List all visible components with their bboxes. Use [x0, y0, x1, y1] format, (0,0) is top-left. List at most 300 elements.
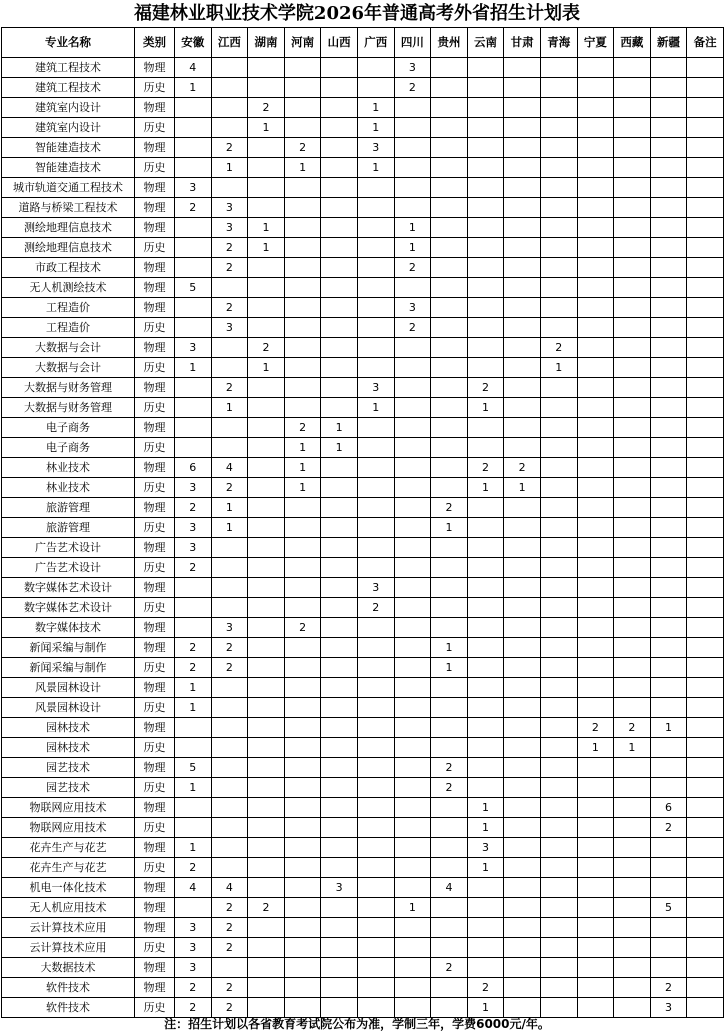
quota-cell	[431, 718, 468, 738]
quota-cell	[577, 878, 614, 898]
quota-cell: 1	[211, 398, 248, 418]
quota-cell	[175, 318, 212, 338]
quota-cell	[467, 898, 504, 918]
major-name-cell: 无人机测绘技术	[2, 278, 135, 298]
quota-cell	[284, 398, 321, 418]
category-cell: 物理	[135, 618, 175, 638]
quota-cell	[540, 898, 577, 918]
major-name-cell: 新闻采编与制作	[2, 658, 135, 678]
quota-cell	[357, 478, 394, 498]
quota-cell	[431, 898, 468, 918]
major-name-cell: 电子商务	[2, 418, 135, 438]
major-name-cell: 花卉生产与花艺	[2, 838, 135, 858]
quota-cell	[467, 698, 504, 718]
table-row	[2, 178, 724, 198]
quota-cell	[540, 458, 577, 478]
quota-cell	[357, 698, 394, 718]
quota-cell	[577, 658, 614, 678]
quota-cell	[467, 178, 504, 198]
quota-cell	[577, 758, 614, 778]
remark-cell	[687, 198, 724, 218]
quota-cell	[577, 218, 614, 238]
category-cell: 物理	[135, 418, 175, 438]
quota-cell	[248, 438, 285, 458]
enrollment-plan-table	[1, 27, 724, 1018]
quota-cell	[394, 878, 431, 898]
quota-cell	[248, 458, 285, 478]
quota-cell	[175, 98, 212, 118]
quota-cell	[650, 498, 687, 518]
quota-cell	[650, 518, 687, 538]
quota-cell	[577, 118, 614, 138]
quota-cell: 2	[540, 338, 577, 358]
category-cell: 物理	[135, 138, 175, 158]
table-row	[2, 918, 724, 938]
table-row	[2, 98, 724, 118]
remark-cell	[687, 318, 724, 338]
remark-cell	[687, 618, 724, 638]
quota-cell	[504, 958, 541, 978]
quota-cell	[357, 58, 394, 78]
quota-cell: 2	[211, 898, 248, 918]
quota-cell	[321, 298, 358, 318]
remark-cell	[687, 518, 724, 538]
quota-cell	[540, 258, 577, 278]
major-name-cell: 智能建造技术	[2, 138, 135, 158]
quota-cell	[467, 758, 504, 778]
quota-cell	[650, 458, 687, 478]
major-name-cell: 建筑室内设计	[2, 98, 135, 118]
quota-cell: 3	[175, 538, 212, 558]
footnote: 注：招生计划以各省教育考试院公布为准，学制三年，学费6000元/年。	[164, 1017, 550, 1031]
quota-cell: 2	[284, 138, 321, 158]
quota-cell	[467, 938, 504, 958]
quota-cell	[540, 958, 577, 978]
quota-cell: 2	[357, 598, 394, 618]
quota-cell	[650, 338, 687, 358]
quota-cell	[284, 378, 321, 398]
column-header-province: 宁夏	[577, 28, 614, 58]
quota-cell	[540, 558, 577, 578]
quota-cell	[357, 838, 394, 858]
quota-cell	[504, 358, 541, 378]
quota-cell	[504, 498, 541, 518]
remark-cell	[687, 678, 724, 698]
quota-cell: 4	[211, 878, 248, 898]
quota-cell	[394, 338, 431, 358]
quota-cell	[211, 838, 248, 858]
major-name-cell: 机电一体化技术	[2, 878, 135, 898]
quota-cell	[614, 978, 651, 998]
quota-cell: 3	[175, 518, 212, 538]
quota-cell	[540, 498, 577, 518]
quota-cell	[577, 138, 614, 158]
quota-cell: 1	[394, 898, 431, 918]
quota-cell	[431, 278, 468, 298]
quota-cell	[248, 798, 285, 818]
quota-cell	[357, 538, 394, 558]
quota-cell	[614, 778, 651, 798]
quota-cell	[248, 518, 285, 538]
quota-cell	[394, 918, 431, 938]
quota-cell: 2	[577, 718, 614, 738]
quota-cell	[248, 878, 285, 898]
quota-cell: 1	[211, 498, 248, 518]
quota-cell	[540, 738, 577, 758]
category-cell: 物理	[135, 578, 175, 598]
quota-cell	[614, 498, 651, 518]
quota-cell	[467, 258, 504, 278]
quota-cell	[577, 498, 614, 518]
quota-cell	[284, 78, 321, 98]
quota-cell	[175, 418, 212, 438]
category-cell: 历史	[135, 438, 175, 458]
major-name-cell: 测绘地理信息技术	[2, 218, 135, 238]
quota-cell: 1	[175, 698, 212, 718]
quota-cell	[431, 238, 468, 258]
quota-cell	[540, 818, 577, 838]
quota-cell	[614, 658, 651, 678]
quota-cell	[394, 98, 431, 118]
remark-cell	[687, 598, 724, 618]
quota-cell	[540, 98, 577, 118]
quota-cell: 2	[431, 498, 468, 518]
category-cell: 物理	[135, 718, 175, 738]
quota-cell	[650, 658, 687, 678]
quota-cell: 2	[211, 918, 248, 938]
quota-cell	[614, 438, 651, 458]
quota-cell	[394, 138, 431, 158]
quota-cell: 1	[394, 238, 431, 258]
quota-cell	[614, 518, 651, 538]
quota-cell	[394, 718, 431, 738]
quota-cell	[431, 438, 468, 458]
quota-cell	[431, 118, 468, 138]
quota-cell	[540, 878, 577, 898]
quota-cell	[540, 718, 577, 738]
table-row	[2, 958, 724, 978]
column-header-major: 专业名称	[2, 28, 135, 58]
quota-cell	[321, 698, 358, 718]
quota-cell	[284, 218, 321, 238]
quota-cell	[431, 918, 468, 938]
quota-cell: 1	[175, 78, 212, 98]
quota-cell	[504, 698, 541, 718]
quota-cell	[284, 298, 321, 318]
column-header-province: 西藏	[614, 28, 651, 58]
table-row	[2, 498, 724, 518]
quota-cell	[175, 118, 212, 138]
quota-cell	[650, 858, 687, 878]
quota-cell: 2	[175, 858, 212, 878]
quota-cell	[614, 618, 651, 638]
quota-cell	[321, 58, 358, 78]
quota-cell	[394, 578, 431, 598]
quota-cell: 3	[467, 838, 504, 858]
quota-cell	[357, 718, 394, 738]
table-row	[2, 798, 724, 818]
quota-cell: 6	[175, 458, 212, 478]
quota-cell	[248, 678, 285, 698]
quota-cell	[504, 298, 541, 318]
quota-cell: 1	[321, 438, 358, 458]
major-name-cell: 智能建造技术	[2, 158, 135, 178]
category-cell: 历史	[135, 818, 175, 838]
quota-cell	[614, 358, 651, 378]
quota-cell	[248, 258, 285, 278]
quota-cell	[321, 498, 358, 518]
quota-cell	[211, 78, 248, 98]
quota-cell: 1	[248, 358, 285, 378]
remark-cell	[687, 458, 724, 478]
quota-cell	[504, 838, 541, 858]
quota-cell	[650, 358, 687, 378]
major-name-cell: 云计算技术应用	[2, 918, 135, 938]
quota-cell	[540, 118, 577, 138]
category-cell: 历史	[135, 858, 175, 878]
quota-cell	[614, 338, 651, 358]
quota-cell	[431, 58, 468, 78]
quota-cell	[577, 938, 614, 958]
quota-cell	[467, 738, 504, 758]
quota-cell	[504, 638, 541, 658]
major-name-cell: 电子商务	[2, 438, 135, 458]
major-name-cell: 市政工程技术	[2, 258, 135, 278]
quota-cell: 2	[175, 198, 212, 218]
quota-cell: 2	[650, 818, 687, 838]
table-row	[2, 898, 724, 918]
table-row	[2, 298, 724, 318]
quota-cell	[577, 598, 614, 618]
quota-cell	[650, 478, 687, 498]
quota-cell	[467, 138, 504, 158]
quota-cell	[504, 398, 541, 418]
quota-cell	[394, 618, 431, 638]
quota-cell	[357, 318, 394, 338]
quota-cell: 2	[431, 778, 468, 798]
table-row	[2, 538, 724, 558]
quota-cell: 1	[175, 358, 212, 378]
quota-cell	[467, 198, 504, 218]
quota-cell	[394, 678, 431, 698]
quota-cell	[504, 78, 541, 98]
major-name-cell: 大数据与财务管理	[2, 398, 135, 418]
table-row	[2, 438, 724, 458]
table-row	[2, 738, 724, 758]
remark-cell	[687, 658, 724, 678]
remark-cell	[687, 698, 724, 718]
quota-cell	[248, 178, 285, 198]
major-name-cell: 软件技术	[2, 998, 135, 1018]
table-row	[2, 338, 724, 358]
quota-cell	[614, 58, 651, 78]
major-name-cell: 数字媒体艺术设计	[2, 598, 135, 618]
quota-cell	[357, 458, 394, 478]
quota-cell: 2	[175, 978, 212, 998]
quota-cell	[650, 918, 687, 938]
quota-cell: 2	[175, 498, 212, 518]
major-name-cell: 无人机应用技术	[2, 898, 135, 918]
quota-cell	[394, 938, 431, 958]
quota-cell	[504, 598, 541, 618]
quota-cell	[175, 598, 212, 618]
quota-cell	[175, 798, 212, 818]
remark-cell	[687, 758, 724, 778]
quota-cell	[467, 438, 504, 458]
quota-cell	[431, 178, 468, 198]
quota-cell	[504, 98, 541, 118]
quota-cell	[540, 398, 577, 418]
major-name-cell: 花卉生产与花艺	[2, 858, 135, 878]
table-row	[2, 238, 724, 258]
quota-cell: 3	[394, 58, 431, 78]
quota-cell	[321, 978, 358, 998]
quota-cell: 3	[357, 378, 394, 398]
quota-cell	[284, 518, 321, 538]
quota-cell	[504, 778, 541, 798]
quota-cell	[248, 498, 285, 518]
remark-cell	[687, 238, 724, 258]
quota-cell	[577, 398, 614, 418]
quota-cell	[577, 978, 614, 998]
quota-cell	[577, 558, 614, 578]
quota-cell: 2	[431, 758, 468, 778]
quota-cell	[650, 318, 687, 338]
quota-cell	[577, 898, 614, 918]
quota-cell	[614, 118, 651, 138]
remark-cell	[687, 418, 724, 438]
quota-cell	[504, 918, 541, 938]
major-name-cell: 物联网应用技术	[2, 818, 135, 838]
column-header-province: 新疆	[650, 28, 687, 58]
quota-cell	[614, 538, 651, 558]
quota-cell	[431, 478, 468, 498]
quota-cell	[321, 318, 358, 338]
category-cell: 物理	[135, 98, 175, 118]
category-cell: 物理	[135, 898, 175, 918]
remark-cell	[687, 798, 724, 818]
quota-cell	[357, 358, 394, 378]
quota-cell	[211, 718, 248, 738]
table-row	[2, 78, 724, 98]
quota-cell	[540, 658, 577, 678]
quota-cell: 1	[284, 438, 321, 458]
quota-cell	[504, 878, 541, 898]
quota-cell	[614, 798, 651, 818]
category-cell: 物理	[135, 638, 175, 658]
quota-cell	[284, 658, 321, 678]
quota-cell	[175, 158, 212, 178]
quota-cell	[577, 538, 614, 558]
quota-cell	[394, 758, 431, 778]
quota-cell	[394, 158, 431, 178]
quota-cell	[577, 838, 614, 858]
category-cell: 历史	[135, 518, 175, 538]
quota-cell	[504, 818, 541, 838]
quota-cell	[650, 198, 687, 218]
table-row	[2, 838, 724, 858]
quota-cell	[357, 858, 394, 878]
quota-cell	[248, 78, 285, 98]
quota-cell: 3	[357, 578, 394, 598]
quota-cell	[650, 598, 687, 618]
quota-cell	[650, 398, 687, 418]
quota-cell	[211, 598, 248, 618]
quota-cell	[357, 958, 394, 978]
quota-cell	[467, 558, 504, 578]
quota-cell	[431, 378, 468, 398]
quota-cell: 1	[394, 218, 431, 238]
quota-cell	[321, 98, 358, 118]
quota-cell: 1	[357, 158, 394, 178]
category-cell: 物理	[135, 758, 175, 778]
quota-cell	[248, 778, 285, 798]
quota-cell	[650, 638, 687, 658]
column-header-province: 云南	[467, 28, 504, 58]
quota-cell	[650, 438, 687, 458]
quota-cell	[577, 98, 614, 118]
quota-cell	[248, 578, 285, 598]
quota-cell	[577, 778, 614, 798]
quota-cell	[467, 158, 504, 178]
quota-cell: 2	[211, 258, 248, 278]
remark-cell	[687, 638, 724, 658]
quota-cell	[284, 318, 321, 338]
quota-cell	[175, 438, 212, 458]
table-row	[2, 278, 724, 298]
quota-cell	[248, 198, 285, 218]
quota-cell	[614, 218, 651, 238]
category-cell: 历史	[135, 938, 175, 958]
quota-cell	[577, 698, 614, 718]
quota-cell	[211, 778, 248, 798]
quota-cell	[284, 178, 321, 198]
major-name-cell: 建筑室内设计	[2, 118, 135, 138]
category-cell: 物理	[135, 218, 175, 238]
quota-cell	[284, 778, 321, 798]
quota-cell: 2	[211, 638, 248, 658]
remark-cell	[687, 218, 724, 238]
quota-cell	[431, 698, 468, 718]
quota-cell	[577, 298, 614, 318]
quota-cell	[504, 898, 541, 918]
quota-cell	[284, 938, 321, 958]
quota-cell	[394, 838, 431, 858]
category-cell: 物理	[135, 58, 175, 78]
remark-cell	[687, 58, 724, 78]
quota-cell	[284, 758, 321, 778]
quota-cell	[321, 258, 358, 278]
table-row	[2, 698, 724, 718]
category-cell: 物理	[135, 298, 175, 318]
table-row	[2, 658, 724, 678]
category-cell: 历史	[135, 738, 175, 758]
category-cell: 物理	[135, 458, 175, 478]
quota-cell	[577, 918, 614, 938]
quota-cell	[357, 758, 394, 778]
quota-cell: 2	[467, 378, 504, 398]
quota-cell	[248, 978, 285, 998]
table-row	[2, 378, 724, 398]
quota-cell: 3	[394, 298, 431, 318]
quota-cell	[321, 198, 358, 218]
category-cell: 历史	[135, 998, 175, 1018]
major-name-cell: 道路与桥梁工程技术	[2, 198, 135, 218]
major-name-cell: 林业技术	[2, 478, 135, 498]
quota-cell	[321, 218, 358, 238]
quota-cell	[504, 978, 541, 998]
quota-cell	[284, 818, 321, 838]
